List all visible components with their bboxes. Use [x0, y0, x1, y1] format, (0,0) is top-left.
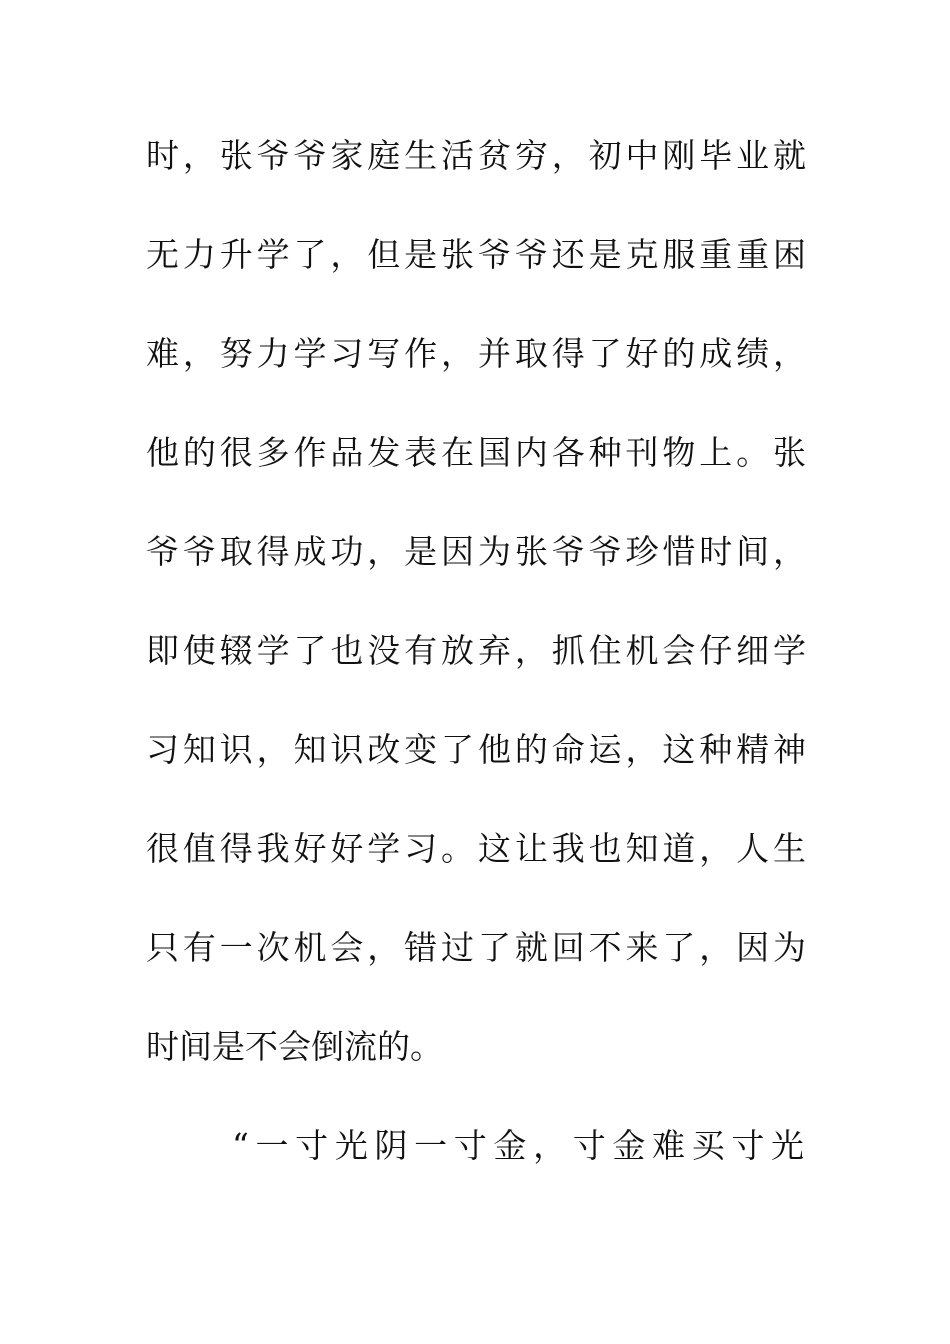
text-line-4: 他的很多作品发表在国内各种刊物上。张 [146, 433, 806, 472]
text-line-1: 时，张爷爷家庭生活贫穷，初中刚毕业就 [146, 136, 806, 175]
text-line-2: 无力升学了，但是张爷爷还是克服重重困 [146, 235, 806, 274]
text-line-7: 习知识，知识改变了他的命运，这种精神 [146, 730, 806, 769]
text-line-10: 时间是不会倒流的。 [146, 1027, 443, 1066]
text-line-6: 即使辍学了也没有放弃，抓住机会仔细学 [146, 631, 806, 670]
text-line-8: 很值得我好好学习。这让我也知道，人生 [146, 829, 806, 868]
text-line-9: 只有一次机会，错过了就回不来了，因为 [146, 928, 806, 967]
body-text [146, 124, 806, 1213]
text-line-5: 爷爷取得成功，是因为张爷爷珍惜时间， [146, 532, 806, 571]
text-line-3: 难，努力学习写作，并取得了好的成绩， [146, 334, 806, 373]
quote-line: “一寸光阴一寸金，寸金难买寸光 [232, 1126, 806, 1165]
